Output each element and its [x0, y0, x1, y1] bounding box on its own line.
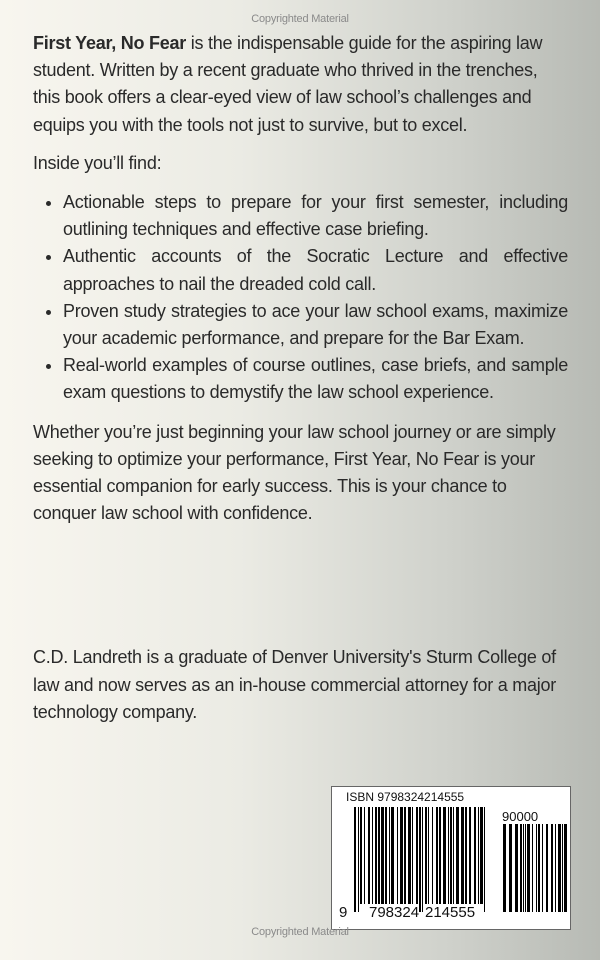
- barcode-bar: [408, 807, 411, 904]
- barcode-bar: [432, 807, 433, 904]
- barcode-bar: [358, 807, 359, 912]
- barcode-bar: [480, 807, 483, 904]
- barcode-bar: [404, 807, 406, 904]
- list-item: • Proven study strategies to ace your law school exams, maximize your academic performance, and prepare for the Bar Exam.: [63, 298, 568, 352]
- barcode-bar: [484, 807, 485, 912]
- inside-heading: Inside you’ll find:: [33, 152, 162, 173]
- barcode-bar: [372, 807, 373, 904]
- barcode-bar: [450, 807, 452, 904]
- barcode-bar: [375, 807, 377, 904]
- barcode-bar: [385, 807, 387, 904]
- barcode-bar: [381, 807, 384, 904]
- barcode-bar: [436, 807, 438, 904]
- barcode-bar: [527, 824, 530, 912]
- barcode-bar: [428, 807, 429, 904]
- barcode-bar: [389, 807, 390, 904]
- watermark-bottom: Copyrighted Material: [251, 926, 349, 938]
- barcode-bar: [538, 824, 540, 912]
- barcode-bar: [364, 807, 365, 904]
- addon-number: 90000: [502, 809, 539, 824]
- barcode-bar: [456, 807, 459, 904]
- closing-paragraph: Whether you’re just beginning your law school journey or are simply seeking to optimize your performance, First Year, No Fear is your essential companion for early success. This is your chance to conquer law school with confidence.: [33, 421, 556, 524]
- barcode-bar: [520, 824, 522, 912]
- isbn-barcode: [331, 786, 571, 930]
- barcode-bar: [461, 807, 464, 904]
- feature-list: [33, 189, 568, 407]
- barcode-bar: [558, 824, 561, 912]
- isbn-label: ISBN 9798324214555: [346, 790, 465, 804]
- barcode-bar: [391, 807, 394, 904]
- barcode-bar: [425, 807, 427, 904]
- barcode-bar: [453, 807, 454, 904]
- barcode-bar: [443, 807, 446, 904]
- barcode-bar: [536, 824, 537, 912]
- barcode-bar: [419, 807, 421, 912]
- book-title: First Year, No Fear: [33, 33, 186, 53]
- barcode-bar: [532, 824, 533, 912]
- barcode-bar: [412, 807, 413, 904]
- barcode-bar: [397, 807, 398, 904]
- author-bio: C.D. Landreth is a graduate of Denver University's Sturm College of law and now serves as an in-house commercial attorney for a major technology company.: [33, 647, 556, 722]
- description: [33, 30, 568, 527]
- barcode-bar: [360, 807, 362, 904]
- barcode-bar: [515, 824, 518, 912]
- watermark-top: Copyrighted Material: [251, 13, 349, 25]
- barcode-bar: [478, 807, 479, 904]
- barcode-bar: [465, 807, 467, 904]
- barcode-bar: [503, 824, 506, 912]
- barcode-bar: [542, 824, 543, 912]
- barcode-bar: [474, 807, 476, 904]
- barcode-bar: [546, 824, 548, 912]
- barcode-bar: [416, 807, 418, 904]
- barcode-bar: [555, 824, 556, 912]
- barcode-digits-group2: 214555: [425, 904, 476, 921]
- barcode-bar: [564, 824, 567, 912]
- intro-paragraph: First Year, No Fear is the indispensable guide for the aspiring law student. Written by a recent graduate who thrived in the trenches, this book offers a clear-eyed view of law school’s challenges and equips you with the tools not just to survive, but to excel.: [33, 33, 543, 135]
- barcode-bar: [562, 824, 563, 912]
- barcode-bar: [523, 824, 524, 912]
- barcode-bar: [551, 824, 553, 912]
- list-item: • Authentic accounts of the Socratic Lecture and effective approaches to nail the dreaded cold call.: [63, 243, 568, 297]
- barcode-bar: [368, 807, 370, 904]
- list-item: • Real-world examples of course outlines, case briefs, and sample exam questions to demystify the law school experience.: [63, 352, 568, 406]
- barcode-bar: [469, 807, 471, 904]
- barcode-bar: [422, 807, 423, 912]
- barcode-bar: [448, 807, 449, 904]
- barcode-digits-group1: 798324: [369, 904, 420, 921]
- barcode-bar: [439, 807, 441, 904]
- list-item: • Actionable steps to prepare for your first semester, including outlining techniques and effective case briefing.: [63, 189, 568, 243]
- barcode-bar: [400, 807, 403, 904]
- barcode-bar: [378, 807, 380, 904]
- barcode-digit-first: 9: [339, 904, 348, 921]
- barcode-bar: [525, 824, 526, 912]
- barcode-bar: [354, 807, 356, 912]
- barcode-bar: [509, 824, 512, 912]
